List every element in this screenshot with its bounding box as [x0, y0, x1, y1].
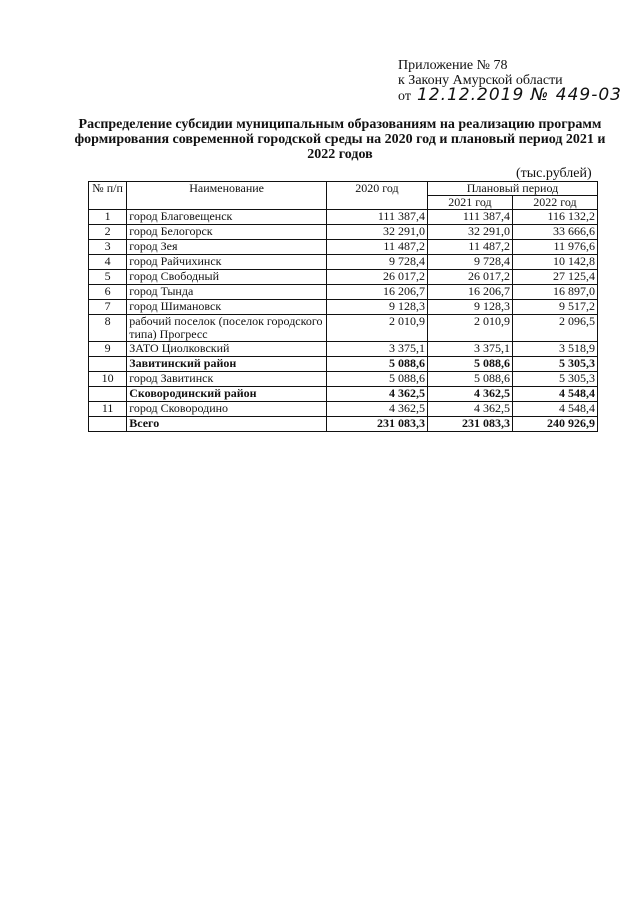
row-num: 11 [89, 402, 127, 417]
row-num: 2 [89, 225, 127, 240]
table-row [89, 240, 598, 255]
row-value-2021: 5 088,6 [427, 357, 512, 372]
subsidy-table [88, 181, 598, 432]
row-value-2022: 9 517,2 [512, 300, 597, 315]
row-num: 7 [89, 300, 127, 315]
row-value-2021: 3 375,1 [427, 342, 512, 357]
row-value-2021: 11 487,2 [427, 240, 512, 255]
document-title: Распределение субсидии муниципальным образованиям на реализацию программ формирования современной городской среды на 2020 год и плановый период 2021 и 2022 годов [74, 117, 606, 162]
row-value-2021: 5 088,6 [427, 372, 512, 387]
row-name: Завитинский район [127, 357, 327, 372]
row-value-2021: 2 010,9 [427, 315, 512, 342]
row-name: город Свободный [127, 270, 327, 285]
header-num: № п/п [89, 182, 127, 210]
row-num: 6 [89, 285, 127, 300]
row-num: 4 [89, 255, 127, 270]
row-value-2022: 11 976,6 [512, 240, 597, 255]
row-name: ЗАТО Циолковский [127, 342, 327, 357]
row-name: город Райчихинск [127, 255, 327, 270]
handwritten-date-number: 12.12.2019 № 449-03 [416, 85, 622, 105]
row-value-2021: 4 362,5 [427, 387, 512, 402]
table-row-total [89, 417, 598, 432]
table-row [89, 300, 598, 315]
row-value-2022: 10 142,8 [512, 255, 597, 270]
row-name: город Сковородино [127, 402, 327, 417]
row-name: Всего [127, 417, 327, 432]
row-value-2021: 231 083,3 [427, 417, 512, 432]
row-value-2020: 5 088,6 [327, 372, 428, 387]
table-row [89, 315, 598, 342]
table-row-district-subtotal [89, 387, 598, 402]
table-row [89, 210, 598, 225]
row-num: 3 [89, 240, 127, 255]
row-value-2020: 2 010,9 [327, 315, 428, 342]
table-row [89, 225, 598, 240]
appendix-from-label: от [398, 89, 411, 104]
row-name: город Шимановск [127, 300, 327, 315]
header-2022: 2022 год [512, 196, 597, 210]
table-row [89, 372, 598, 387]
row-value-2022: 3 518,9 [512, 342, 597, 357]
table-row-district-subtotal [89, 357, 598, 372]
appendix-date-line [398, 85, 622, 105]
row-num: 10 [89, 372, 127, 387]
row-num: 1 [89, 210, 127, 225]
row-value-2020: 4 362,5 [327, 387, 428, 402]
row-value-2020: 5 088,6 [327, 357, 428, 372]
row-value-2020: 111 387,4 [327, 210, 428, 225]
header-2021: 2021 год [427, 196, 512, 210]
row-value-2021: 16 206,7 [427, 285, 512, 300]
row-num: 8 [89, 315, 127, 342]
row-name: город Белогорск [127, 225, 327, 240]
row-value-2021: 26 017,2 [427, 270, 512, 285]
row-value-2020: 11 487,2 [327, 240, 428, 255]
header-name: Наименование [127, 182, 327, 210]
row-num [89, 387, 127, 402]
row-num [89, 357, 127, 372]
row-value-2020: 32 291,0 [327, 225, 428, 240]
table-row [89, 255, 598, 270]
row-value-2021: 9 128,3 [427, 300, 512, 315]
row-value-2021: 4 362,5 [427, 402, 512, 417]
row-value-2022: 16 897,0 [512, 285, 597, 300]
row-value-2020: 3 375,1 [327, 342, 428, 357]
units-label: (тыс.рублей) [516, 166, 592, 181]
row-value-2020: 4 362,5 [327, 402, 428, 417]
row-value-2022: 2 096,5 [512, 315, 597, 342]
row-value-2022: 5 305,3 [512, 372, 597, 387]
table-row [89, 342, 598, 357]
table-row [89, 270, 598, 285]
row-name: город Зея [127, 240, 327, 255]
row-num [89, 417, 127, 432]
row-name: Сковородинский район [127, 387, 327, 402]
row-value-2021: 32 291,0 [427, 225, 512, 240]
row-value-2021: 9 728,4 [427, 255, 512, 270]
row-value-2020: 26 017,2 [327, 270, 428, 285]
appendix-number: Приложение № 78 [398, 58, 508, 73]
row-value-2020: 9 128,3 [327, 300, 428, 315]
appendix-header [398, 58, 622, 104]
row-value-2020: 16 206,7 [327, 285, 428, 300]
row-value-2022: 4 548,4 [512, 387, 597, 402]
row-value-2020: 231 083,3 [327, 417, 428, 432]
row-name: рабочий поселок (поселок городского типа) Прогресс [127, 315, 327, 342]
row-value-2022: 116 132,2 [512, 210, 597, 225]
row-value-2022: 27 125,4 [512, 270, 597, 285]
table-row [89, 402, 598, 417]
row-name: город Благовещенск [127, 210, 327, 225]
row-value-2020: 9 728,4 [327, 255, 428, 270]
row-value-2022: 5 305,3 [512, 357, 597, 372]
table-row [89, 285, 598, 300]
header-2020: 2020 год [327, 182, 428, 210]
row-num: 5 [89, 270, 127, 285]
row-num: 9 [89, 342, 127, 357]
row-value-2022: 4 548,4 [512, 402, 597, 417]
appendix-law: к Закону Амурской области [398, 73, 563, 88]
row-name: город Завитинск [127, 372, 327, 387]
row-name: город Тында [127, 285, 327, 300]
row-value-2021: 111 387,4 [427, 210, 512, 225]
row-value-2022: 240 926,9 [512, 417, 597, 432]
header-planned-period: Плановый период [427, 182, 597, 196]
row-value-2022: 33 666,6 [512, 225, 597, 240]
